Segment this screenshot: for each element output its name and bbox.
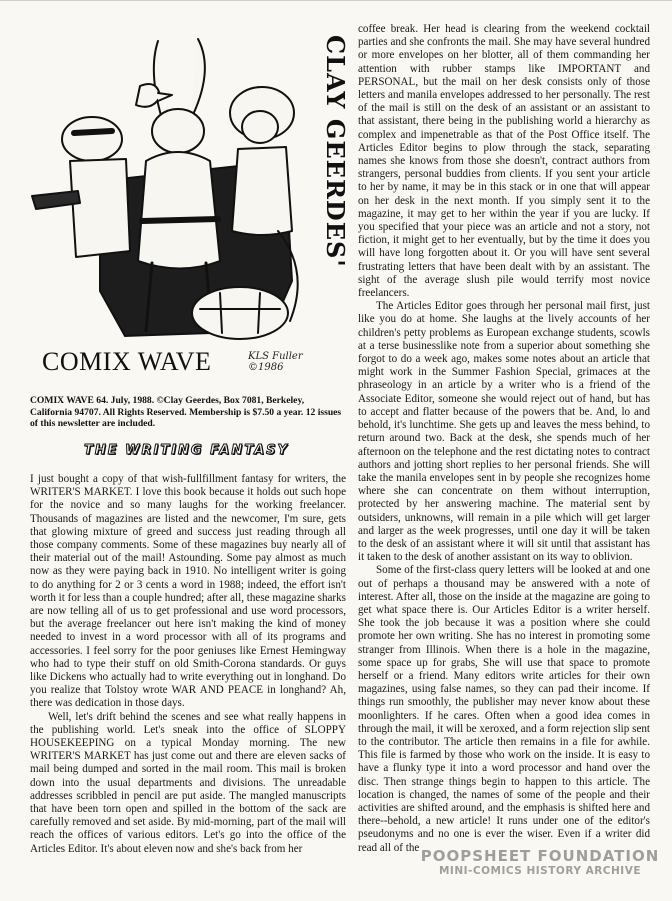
- girl-body: [232, 147, 292, 235]
- wolf-head: [62, 117, 122, 161]
- paragraph: Well, let's drift behind the scenes and see what really happens in the publishing world. Let's sneak into the office of SLOPPY HOUSEKEEPING on a typical Monday morning. The new WRITER'S MARKET has just come out and there are eleven sacks of mail being dumped and sorted in the mail room. This mail is broken down into the usual departments and divisions. The unreadable addresses scribbled in pencil are put aside. The mangled manuscripts that have been torn open and spilled in the bottom of the sack are carefully removed and set aside. By mid-morning, part of the mail will reach the offices of various editors. Let's go into the office of the Articles Editor. It's about eleven now and she's back from her: [30, 710, 346, 855]
- article-body-right: [358, 23, 650, 855]
- paragraph: coffee break. Her head is clearing from the weekend cocktail parties and she confronts the mail. She may have several hundred or more envelopes on her blotter, all of them commanding her attention with rubber stamps like IMPORTANT and PERSONAL, but the mail on her desk consists only of those letters and manila envelopes addressed to her personally. The rest of the mail is still on the desk of an assistant or an assistant to that assistant, there being in the publishing world a hierarchy as complex and impenetrable as that of the Post Office itself. The Articles Editor begins to plow through the stack, separating names she knows from those she doesn't, contract authors from strangers, personal buddies from clients. If you sent your article to her by name, it may be in this stack or in one that will appear on her desk in the next month. If you simply sent it to the magazine, it may get to her within the year if you are lucky. If you specified that your piece was an article and not a story, not fiction, it might get to her eventually, but by the time it does you will have long forgotten about it. Or you will have sent several frustrating letters that have been dealt with by an assistant. The sight of the average slush pile would terrify most novice freelancers.: [358, 23, 650, 300]
- comix-wave-title: COMIX WAVE: [42, 347, 212, 376]
- rabbit-body: [138, 152, 220, 269]
- wolf-body: [70, 159, 130, 257]
- turtle-shell: [192, 287, 288, 339]
- rabbit-ear-right: [190, 39, 205, 121]
- wolf-goggles: [74, 131, 112, 133]
- artist-signature: [248, 351, 328, 373]
- rabbit-belt: [142, 219, 218, 221]
- bird-head: [136, 84, 160, 107]
- article-body-left: [30, 473, 346, 856]
- paragraph: The Articles Editor goes through her personal mail first, just like you do at home. She laughs at the lively accounts of her children's petty problems as European exchange students, scowls at a terse businesslike note from a superior about something she forgot to do a week ago, makes some notes about an article that might work in the Summer Fashion Special, grimaces at the phraseology in an article by a writer who is a friend of the Associate Editor, someone she would reject out of hand, but has to accept and flatter because of the powers that be. And, lo and behold, it's lunchtime. She gets up and leaves the mess behind, to return around two. Back at the desk, she spends much of her afternoon on the telephone and the rest dictating notes to contract authors and jotting short replies to her personal friends. She will take the manila envelopes sent in by people she recognizes home where she can concentrate on them without interruption, protected by her answering machine. The material sent by outsiders, unknowns, will remain in a pile which will get larger and larger as the week progresses, until one day it will be taken to the desk of an assistant where it will sit until that assistant has it taken to the desk of another assistant on its way to oblivion.: [358, 300, 650, 564]
- cartoon-illustration: [30, 31, 330, 366]
- rabbit-ear-left: [154, 41, 162, 119]
- girl-face: [242, 111, 278, 143]
- issue-credits: COMIX WAVE 64. July, 1988. ©Clay Geerdes, Box 7081, Berkeley, California 94707. All Rights Reserved. Membership is $7.50 a year. 12 issues of this newsletter are included.: [30, 395, 342, 429]
- archive-watermark: [420, 847, 660, 877]
- watermark-line1: POOPSHEET FOUNDATION: [420, 847, 660, 865]
- signature-name: KLS Fuller: [248, 351, 303, 362]
- vertical-title: CLAY GEERDES': [321, 35, 350, 268]
- watermark-line2: MINI-COMICS HISTORY ARCHIVE: [438, 865, 642, 877]
- signature-date: ©1986: [248, 362, 284, 373]
- paragraph: Some of the first-class query letters will be looked at and one out of perhaps a thousand may be answered with a note of interest. After all, those on the inside at the magazine are going to get what space there is. Our Articles Editor is a writer herself. She took the job because it was a position where she could promote her own writing. She has no interest in promoting some stranger from Illinois. When there is a hole in the magazine, some space up for grabs, She will use that space to promote herself or a friend. Many editors write articles for their own magazines, using false names, so they can pad their income. If things run smoothly, the publisher may never know about these moonlighters. If he cares. Often when a good idea comes in through the mail, it will be xeroxed, and a form rejection slip sent to the contributor. The article then remains in a file for awhile. This file is farmed by those who work on the inside. It is easy to have a flunky type it into a word processor and hand over the disc. Then strange things begin to happen to this article. The location is changed, the names of some of the people and their activities are shifted around, and the emphasis is shifted here and there--behold, a new article! It runs under one of the editor's pseudonyms and no one is ever the wiser. Even if a writer did read all of the: [358, 564, 650, 854]
- article-heading: THE WRITING FANTASY: [84, 443, 289, 458]
- rabbit-head: [152, 109, 204, 153]
- bird-beak: [158, 93, 172, 101]
- paragraph: I just bought a copy of that wish-fullfillment fantasy for writers, the WRITER'S MARKET. I love this book because it holds out such hope for the novice and so many laughs for the working freelancer. Thousands of magazines are listed and the newcomer, I'm sure, gets that glowing mixture of greed and success just reading through all those company comments. Some of these magazines buy nearly all of their material out of the mail! Astounding. Some pay almost as much now as they were paying back in 1910. No intelligent writer is going to do anything for 2 or 3 cents a word in 1988; indeed, the effort isn't worth it for less than a couple hundred; after all, these magazine sharks are now telling all of us to get professional and use word processors, but the average freelancer out here isn't making the kind of money needed to invest in a word processor with all of its programs and accessories. I feel sorry for the poor geniuses like Ernest Hemingway who had to type their stuff on old Smith-Corona standards. Or guys like Dickens who actually had to write everything out in longhand. Do you realize that Tolstoy wrote WAR AND PEACE in longhand? Ah, there was dedication in those days.: [30, 473, 346, 710]
